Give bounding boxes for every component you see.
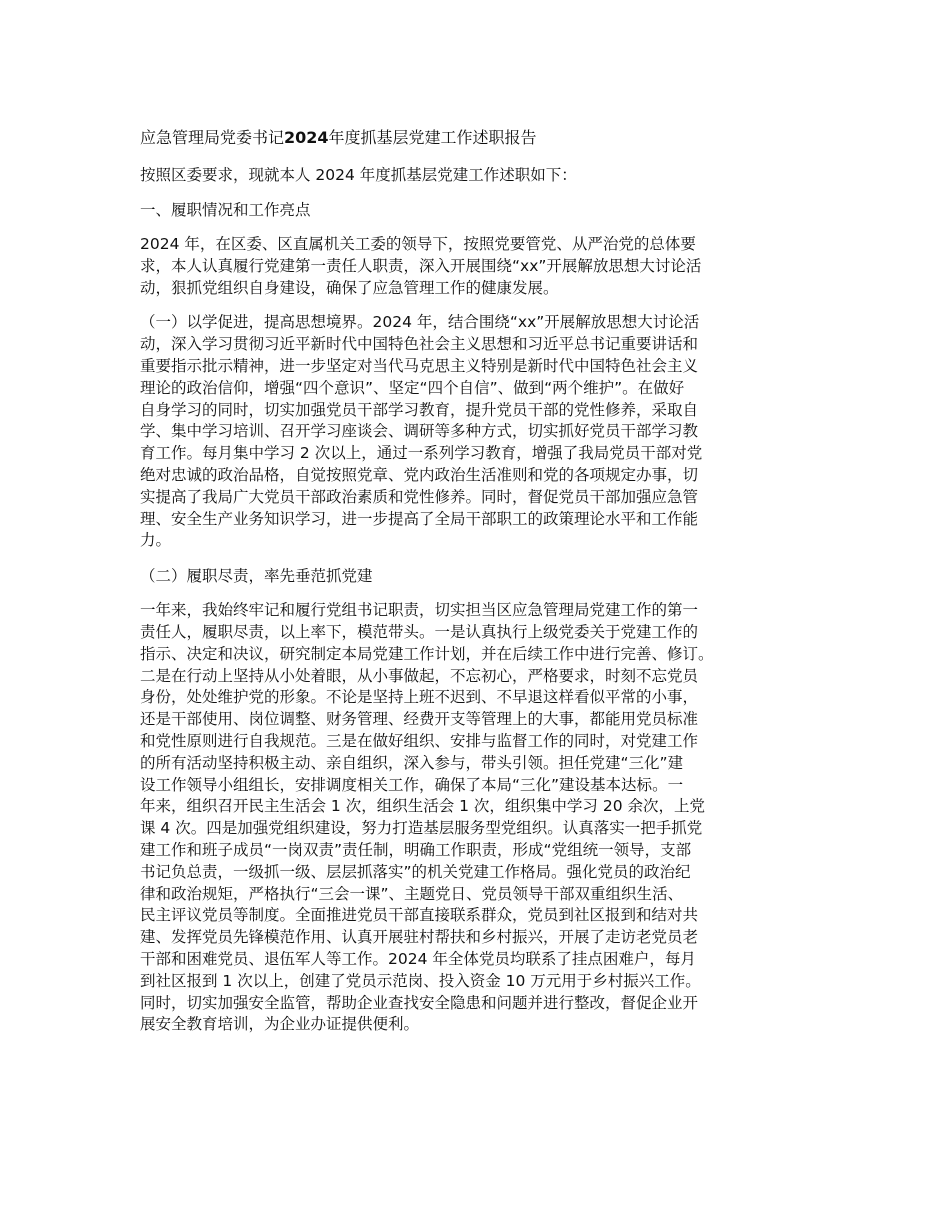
paragraph-3-line: 的所有活动坚持积极主动、亲自组织，深入参与，带头引领。担任党建“三化”建 [140, 753, 684, 772]
paragraph-3-line: 干部和困难党员、退伍军人等工作。2024 年全体党员均联系了挂点困难户，每月 [140, 949, 696, 968]
title-suffix: 年度抓基层党建工作述职报告 [328, 128, 537, 147]
paragraph-3-line: 和党性原则进行自我规范。三是在做好组织、安排与监督工作的同时，对党建工作 [140, 731, 699, 750]
section-1-heading: 一、履职情况和工作亮点 [140, 201, 311, 219]
paragraph-3-line: 二是在行动上坚持从小处着眼，从小事做起，不忘初心，严格要求，时刻不忘党员 [140, 666, 699, 685]
section-2-heading: （二）履职尽责，率先垂范抓党建 [140, 567, 373, 586]
paragraph-3-line: 设工作领导小组组长，安排调度相关工作，确保了本局“三化”建设基本达标。一 [140, 775, 684, 794]
paragraph-2-line: 动，深入学习贯彻习近平新时代中国特色社会主义思想和习近平总书记重要讲话和 [140, 335, 699, 354]
paragraph-3-line: 到社区报到 1 次以上，创建了党员示范岗、投入资金 10 万元用于乡村振兴工作。 [140, 971, 701, 990]
paragraph-3-line: 年来，组织召开民主生活会 1 次，组织生活会 1 次，组织集中学习 20 余次，上党 [140, 797, 706, 816]
title-prefix: 应急管理局党委书记 [140, 128, 285, 147]
paragraph-1 [140, 234, 822, 299]
paragraph-3-line: 律和政治规矩，严格执行“三会一课”、主题党日、党员领导干部双重组织生活、 [140, 884, 684, 903]
paragraph-2-line: 育工作。每月集中学习 2 次以上，通过一系列学习教育，增强了我局党员干部对党 [140, 444, 703, 463]
paragraph-2-line: 力。 [140, 531, 172, 550]
title-year: 2024 [284, 128, 329, 147]
paragraph-2-line: 重要指示批示精神，进一步坚定对当代马克思主义特别是新时代中国特色社会主义 [140, 356, 699, 375]
paragraph-3-line: 还是干部使用、岗位调整、财务管理、经费开支等管理上的大事，都能用党员标准 [140, 710, 699, 729]
paragraph-2 [140, 312, 822, 552]
paragraph-3-line: 一年来，我始终牢记和履行党组书记职责，切实担当区应急管理局党建工作的第一 [140, 601, 699, 620]
paragraph-3-line: 责任人，履职尽责，以上率下，模范带头。一是认真执行上级党委关于党建工作的 [140, 622, 699, 641]
paragraph-3-line: 身份，处处维护党的形象。不论是坚持上班不迟到、不早退这样看似平常的小事， [140, 688, 699, 707]
paragraph-3-line: 书记负总责，一级抓一级、层层抓落实”的机关党建工作格局。强化党员的政治纪 [140, 862, 691, 881]
document-page [140, 126, 822, 1049]
paragraph-3-line: 民主评议党员等制度。全面推进党员干部直接联系群众，党员到社区报到和结对共 [140, 906, 699, 925]
paragraph-2-line: 理论的政治信仰，增强“四个意识”、坚定“四个自信”、做到“两个维护”。在做好 [140, 378, 685, 397]
paragraph-2-line: 理、安全生产业务知识学习，进一步提高了全局干部职工的政策理论水平和工作能 [140, 509, 699, 528]
paragraph-2-line: 学、集中学习培训、召开学习座谈会、调研等多种方式，切实抓好党员干部学习教 [140, 422, 699, 441]
paragraph-3-line: 指示、决定和决议，研究制定本局党建工作计划，并在后续工作中进行完善、修订。 [140, 644, 714, 663]
paragraph-3-line: 建工作和班子成员“一岗双责”责任制，明确工作职责，形成“党组统一领导，支部 [140, 840, 692, 859]
paragraph-2-line: 绝对忠诚的政治品格，自觉按照党章、党内政治生活准则和党的各项规定办事，切 [140, 465, 699, 484]
intro-line: 按照区委要求，现就本人 2024 年度抓基层党建工作述职如下： [140, 166, 577, 184]
document-title [140, 126, 822, 150]
paragraph-1-line: 2024 年，在区委、区直属机关工委的领导下，按照党要管党、从严治党的总体要 [140, 235, 696, 253]
paragraph-3 [140, 600, 822, 1036]
paragraph-2-line: （一）以学促进，提高思想境界。2024 年，结合围绕“xx”开展解放思想大讨论活 [140, 313, 700, 332]
paragraph-3-line: 课 4 次。四是加强党组织建设，努力打造基层服务型党组织。认真落实一把手抓党 [140, 819, 703, 838]
paragraph-3-line: 展安全教育培训，为企业办证提供便利。 [140, 1015, 420, 1034]
paragraph-2-line: 实提高了我局广大党员干部政治素质和党性修养。同时，督促党员干部加强应急管 [140, 487, 699, 506]
paragraph-2-line: 自身学习的同时，切实加强党员干部学习教育，提升党员干部的党性修养，采取自 [140, 400, 699, 419]
paragraph-3-line: 同时，切实加强安全监管，帮助企业查找安全隐患和问题并进行整改，督促企业开 [140, 993, 699, 1012]
paragraph-1-line: 动，狠抓党组织自身建设，确保了应急管理工作的健康发展。 [140, 278, 559, 297]
paragraph-3-line: 建、发挥党员先锋模范作用、认真开展驻村帮扶和乡村振兴，开展了走访老党员老 [140, 928, 699, 947]
paragraph-1-line: 求，本人认真履行党建第一责任人职责，深入开展围绕“xx”开展解放思想大讨论活 [140, 256, 702, 275]
